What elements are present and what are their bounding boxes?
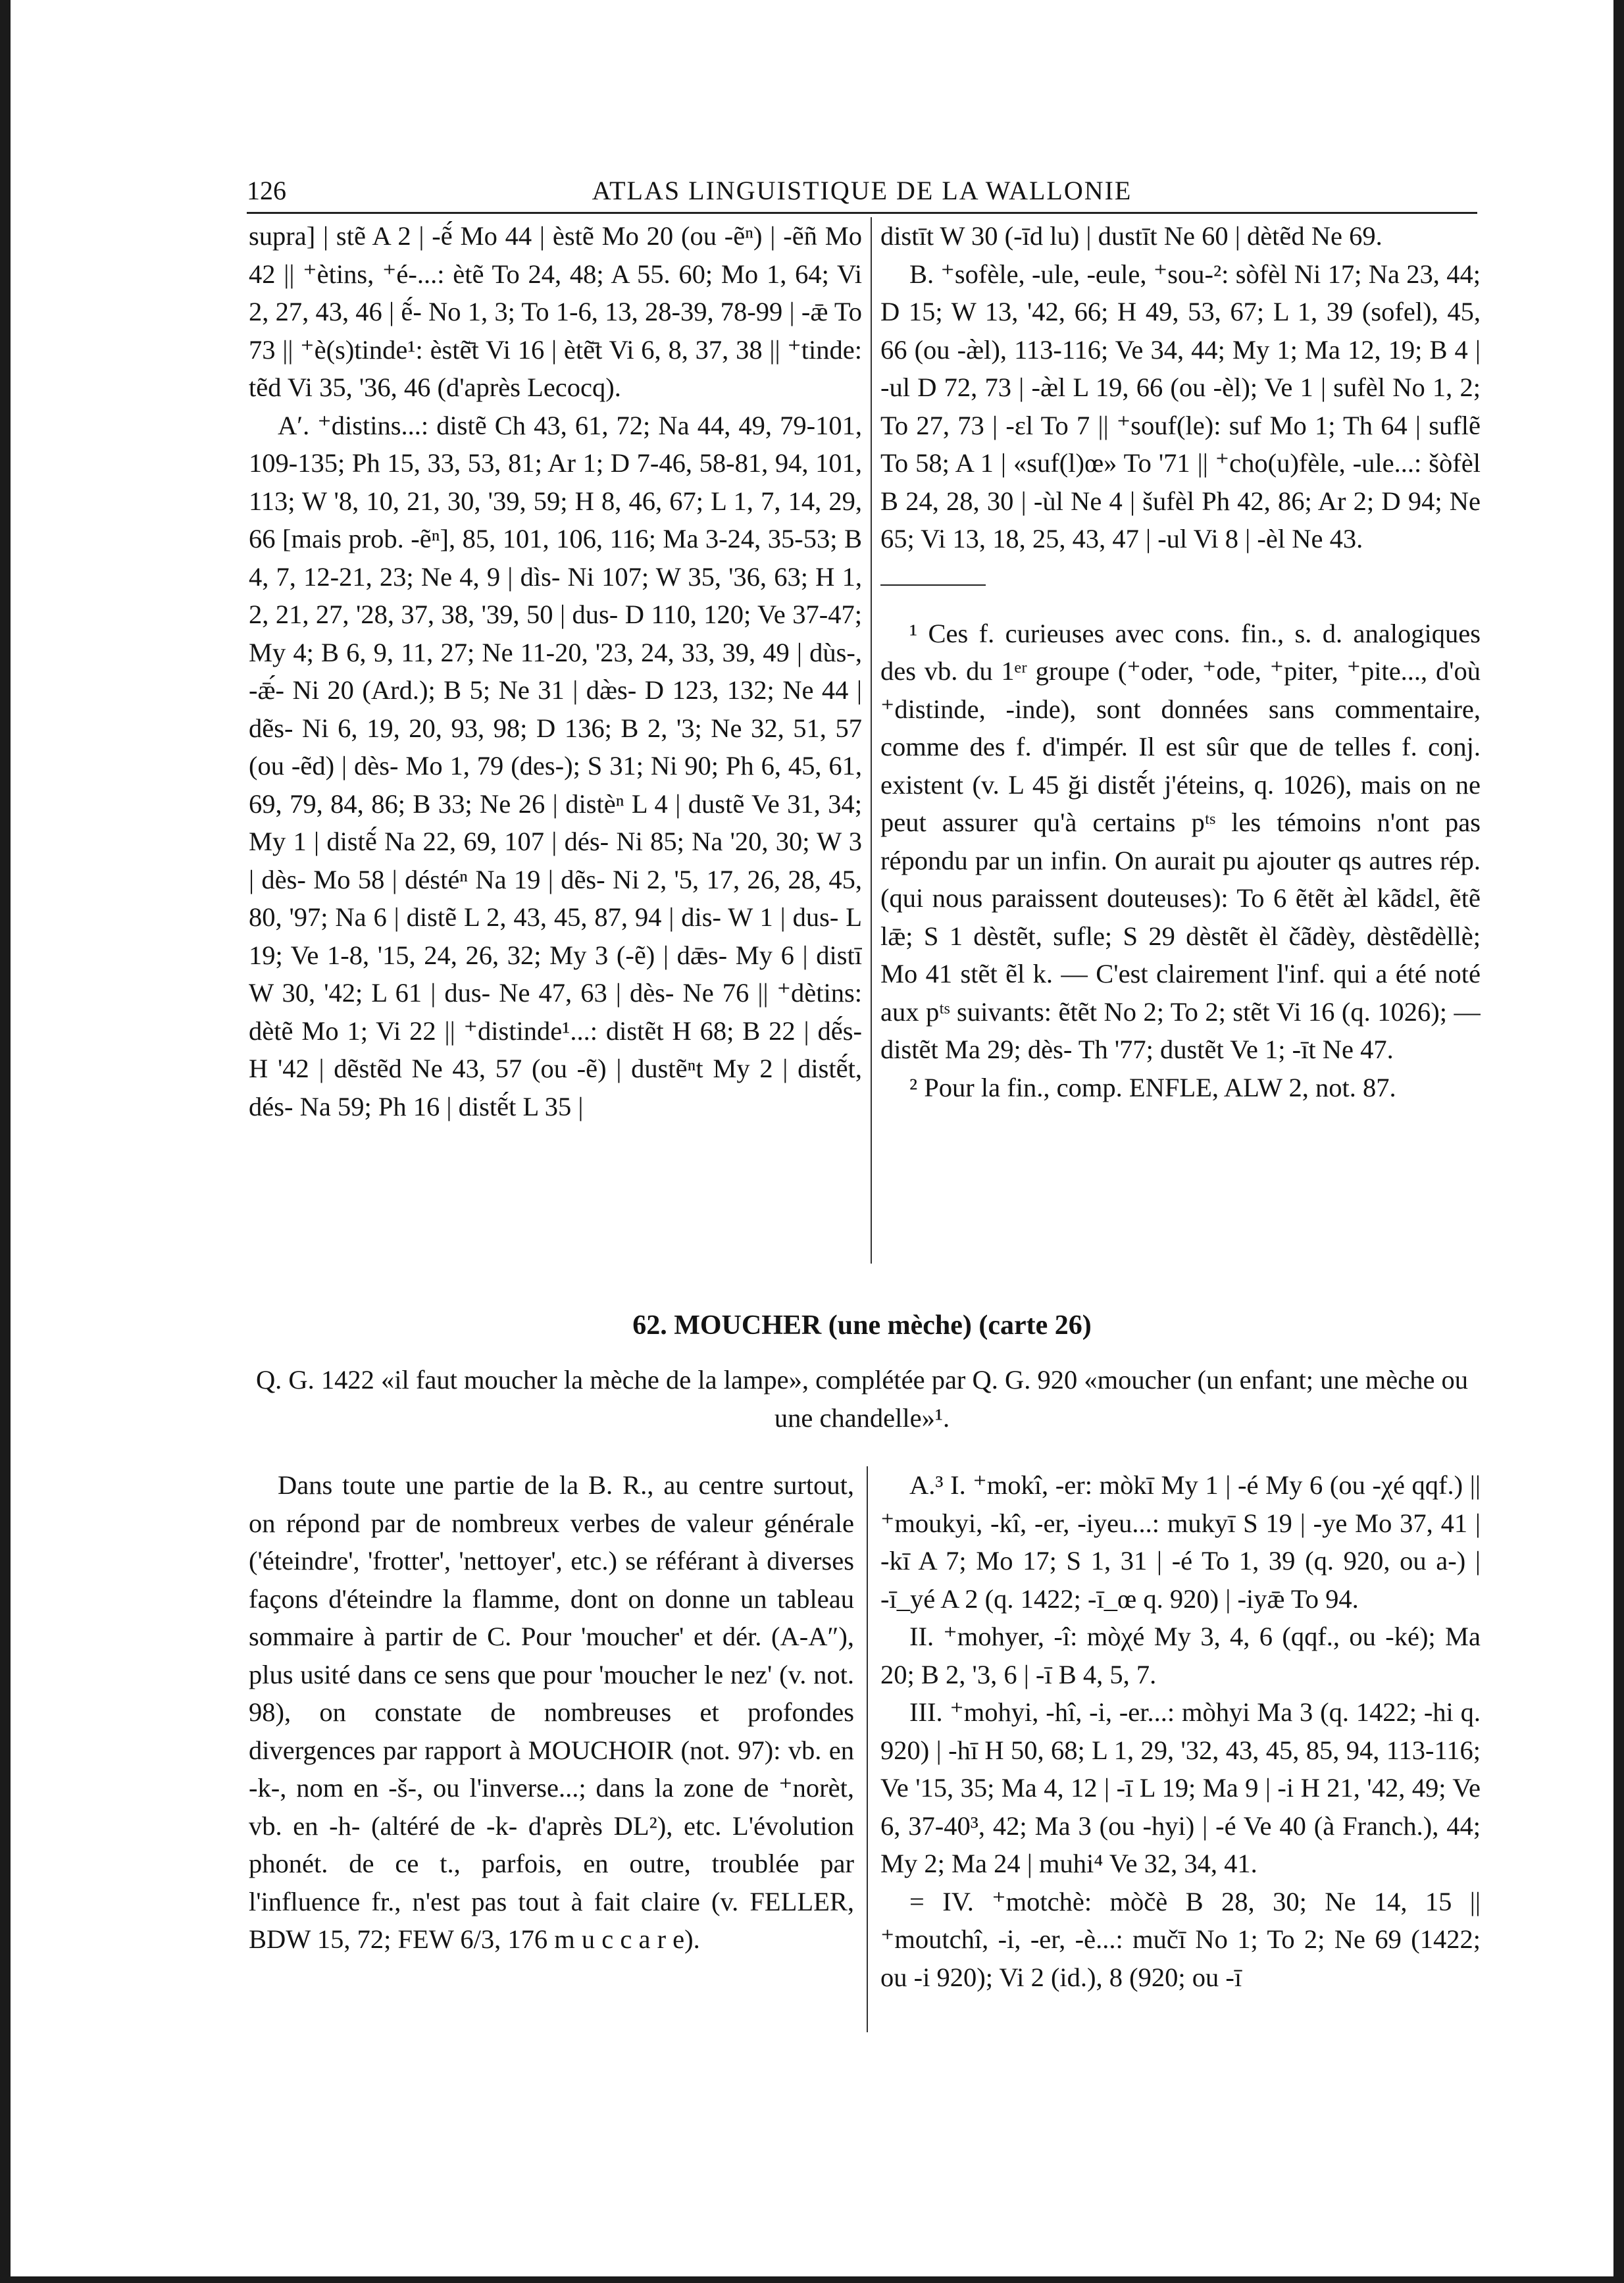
column-divider — [867, 1466, 868, 2032]
paragraph: = IV. ⁺motchè: mòčè B 28, 30; Ne 14, 15 || ⁺moutchî, -i, -er, -è...: mučī No 1; To 2; Ne 69 (1422; ou -i 920); Vi 2 (id.), 8 (920; ou -ī — [880, 1886, 1481, 1992]
paragraph: II. ⁺mohyer, -î: mòχé My 3, 4, 6 (qqf., ou -ké); Ma 20; B 2, '3, 6 | -ī B 4, 5, 7. — [880, 1622, 1481, 1689]
page-header — [247, 172, 1477, 214]
scan-edge-bottom — [0, 2276, 1624, 2283]
footnote: ¹ Ces f. curieuses avec cons. fin., s. d. analogiques des vb. du 1ᵉʳ groupe (⁺oder, ⁺ode, ⁺piter, ⁺pite..., d'où ⁺distinde, -inde), sont données sans commentaire, comme des f. d'impér. Il est sûr que de telles f. conj. existent (v. L 45 ği distẽ́t j'éteins, q. 1026), mais on ne peut assurer qu'à certains pᵗˢ les témoins n'ont pas répondu par un infin. On aurait pu ajouter qs autres rép. (qui nous paraissent douteuses): To 6 ẽtẽt æ̀l kãdɛl, ẽtẽ lǣ; S 1 dèstẽt, sufle; S 29 dèstẽt èl čãdèy, dèstẽdèllè; Mo 41 stẽt ẽl k. — C'est clairement l'inf. qui a été noté aux pᵗˢ suivants: ẽtẽt No 2; To 2; stẽt Vi 16 (q. 1026); — distẽt Ma 29; dès- Th '77; dustẽt Ve 1; -īt Ne 47. — [880, 618, 1481, 1064]
paragraph: III. ⁺mohyi, -hî, -i, -er...: mòhyi Ma 3 (q. 1422; -hi q. 920) | -hī H 50, 68; L 1, 29, '32, 43, 45, 85, 94, 113-116; Ve '15, 35; Ma 4, 12 | -ī L 19; Ma 9 | -i H 21, '42, 49; Ve 6, 37-40³, 42; Ma 3 (ou -hyi) | -é Ve 40 (à Franch.), 44; My 2; Ma 24 | muhi⁴ Ve 32, 34, 41. — [880, 1697, 1481, 1878]
scan-edge-left — [0, 0, 11, 2283]
top-left-column — [249, 217, 862, 1264]
paragraph: B. ⁺sofèle, -ule, -eule, ⁺sou-²: sòfèl Ni 17; Na 23, 44; D 15; W 13, '42, 66; H 49, 53, 67; L 1, 39 (sofel), 45, 66 (ou -æ̀l), 113-116; Ve 34, 44; My 1; Ma 12, 19; B 4 | -ul D 72, 73 | -æ̀l L 19, 66 (ou -èl); Ve 1 | sufèl No 1, 2; To 27, 73 | -ɛl To 7 || ⁺souf(le): suf Mo 1; Th 64 | suflẽ To 58; A 1 | «suf(l)œ» To '71 || ⁺cho(u)fèle, -ule...: šòfèl B 24, 28, 30 | -ùl Ne 4 | šufèl Ph 42, 86; Ar 2; D 94; Ne 65; Vi 13, 18, 25, 43, 47 | -ul Vi 8 | -èl Ne 43. — [880, 259, 1481, 553]
footnotes — [880, 615, 1481, 1107]
footnote: ² Pour la fin., comp. ENFLE, ALW 2, not. 87. — [909, 1072, 1396, 1102]
top-right-column — [880, 217, 1481, 1264]
column-divider — [871, 217, 872, 1264]
paragraph: A′. ⁺distins...: distẽ Ch 43, 61, 72; Na 44, 49, 79-101, 109-135; Ph 15, 33, 53, 81; Ar 1; D 7-46, 58-81, 94, 101, 113; W '8, 10, 21, 30, '39, 59; H 8, 46, 67; L 1, 7, 14, 29, 66 [mais prob. -ẽⁿ], 85, 101, 106, 116; Ma 3-24, 35-53; B 4, 7, 12-21, 23; Ne 4, 9 | dìs- Ni 107; W 35, '36, 63; H 1, 2, 21, 27, '28, 37, 38, '39, 50 | dus- D 110, 120; Ve 37-47; My 4; B 6, 9, 11, 27; Ne 11-20, '23, 24, 33, 39, 49 | dùs-, -ǣ́- Ni 20 (Ard.); B 5; Ne 31 | dæ̀s- D 123, 132; Ne 44 | dẽs- Ni 6, 19, 20, 93, 98; D 136; B 2, '3; Ne 32, 51, 57 (ou -ẽd) | dès- Mo 1, 79 (des-); S 31; Ni 90; Ph 6, 45, 61, 69, 79, 84, 86; B 33; Ne 26 | distèⁿ L 4 | dustẽ Ve 31, 34; My 1 | distẽ́ Na 22, 69, 107 | dés- Ni 85; Na '20, 30; W 3 | dès- Mo 58 | déstéⁿ Na 19 | dẽs- Ni 2, '5, 17, 26, 28, 45, 80, '97; Na 6 | distẽ L 2, 43, 45, 87, 94 | dis- W 1 | dus- L 19; Ve 1-8, '15, 24, 26, 32; My 3 (-ẽ) | dǣs- My 6 | distī W 30, '42; L 61 | dus- Ne 47, 63 | dès- Ne 76 || ⁺dètins: dètẽ Mo 1; Vi 22 || ⁺distinde¹...: distẽt H 68; B 22 | dẽ́s- H '42 | dẽstẽd Ne 43, 57 (ou -ẽ) | dustẽⁿt My 2 | distẽ́t, dés- Na 59; Ph 16 | distẽ́t L 35 | — [249, 410, 862, 1121]
running-head: ATLAS LINGUISTIQUE DE LA WALLONIE — [592, 176, 1132, 205]
paragraph: distīt W 30 (-īd lu) | dustīt Ne 60 | dètẽd Ne 69. — [880, 221, 1383, 251]
paragraph: supra] | stẽ A 2 | -ẽ́ Mo 44 | èstẽ Mo 20 (ou -ẽⁿ) | -ẽñ Mo 42 || ⁺ètins, ⁺é-...: ètẽ To 24, 48; A 55. 60; Mo 1, 64; Vi 2, 27, 43, 46 | ẽ́- No 1, 3; To 1-6, 13, 28-39, 78-99 | -ǣ To 73 || ⁺è(s)tinde¹: èstẽ̄t Vi 16 | ètẽ̄t Vi 6, 8, 37, 38 || ⁺tinde: tẽd Vi 35, '36, 46 (d'après Lecocq). — [249, 221, 862, 402]
footnote-rule — [880, 584, 986, 586]
bottom-left-column — [249, 1466, 854, 2032]
scan-edge-right — [1613, 0, 1624, 2283]
bottom-right-column — [880, 1466, 1481, 2032]
section-title: 62. MOUCHER (une mèche) (carte 26) — [632, 1310, 1092, 1341]
page-number: 126 — [247, 176, 286, 205]
paragraph: A.³ I. ⁺mokî, -er: mòkī My 1 | -é My 6 (ou -χé qqf.) || ⁺moukyi, -kî, -er, -iyeu...: mukyī S 19 | -ye Mo 37, 41 | -kī A 7; Mo 17; S 1, 31 | -é To 1, 39 (q. 920, ou a-) | -ī_yé A 2 (q. 1422; -ī_œ q. 920) | -iyǣ To 94. — [880, 1470, 1481, 1614]
section-subtitle: Q. G. 1422 «il faut moucher la mèche de la lampe», complétée par Q. G. 920 «moucher (un enfant; une mèche ou une chandelle»¹. — [255, 1365, 1469, 1433]
paragraph: Dans toute une partie de la B. R., au centre surtout, on répond par de nombreux verbes de valeur générale ('éteindre', 'frotter', 'nettoyer', etc.) se référant à diverses façons d'éteindre la flamme, dont on donne un tableau sommaire à partir de C. Pour 'moucher' et dér. (A-A″), plus usité dans ce sens que pour 'moucher le nez' (v. not. 98), on constate de nombreuses et profondes divergences par rapport à MOUCHOIR (not. 97): vb. en -k-, nom en -š-, ou l'inverse...; dans la zone de ⁺norèt, vb. en -h- (altéré de -k- d'après DL²), etc. L'évolution phonét. de ce t., parfois, en outre, troublée par l'influence fr., n'est pas tout à fait claire (v. FELLER, BDW 15, 72; FEW 6/3, 176 m u c c a r e). — [249, 1470, 854, 1954]
